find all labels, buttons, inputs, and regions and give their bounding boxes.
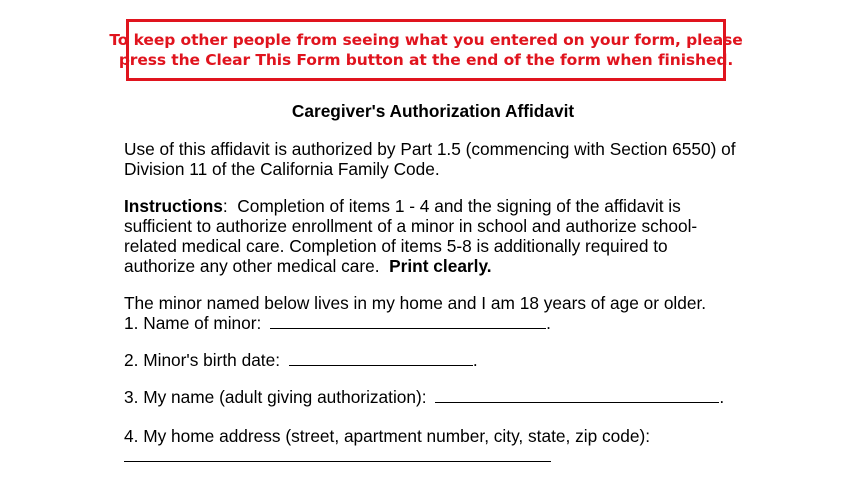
item-1-label: 1. Name of minor: [124, 313, 262, 333]
notice-line-1: To keep other people from seeing what you entered on your form, please [109, 31, 743, 49]
instructions-line-3: related medical care. Completion of items 5-8 is additionally required to [124, 236, 668, 256]
instructions-line-4 [124, 256, 492, 276]
instructions-line-1 [124, 196, 681, 216]
minor-birth-date-field[interactable] [289, 350, 473, 366]
intro-line-1: Use of this affidavit is authorized by Part 1.5 (commencing with Section 6550) of [124, 139, 736, 159]
item-2-row [124, 350, 478, 370]
item-2-period: . [472, 350, 478, 370]
item-3-row [124, 387, 724, 407]
notice-line-2: press the Clear This Form button at the end of the form when finished. [118, 51, 734, 69]
instructions-text-1: : Completion of items 1 - 4 and the signing of the affidavit is [222, 196, 681, 216]
caregiver-name-field[interactable] [435, 387, 719, 403]
item-4-field-row [124, 446, 551, 466]
item-1-row [124, 313, 551, 333]
instructions-text-4: authorize any other medical care. [124, 256, 390, 276]
item-1-period: . [546, 313, 551, 333]
notice-text [109, 30, 742, 70]
clear-form-notice [109, 19, 743, 81]
item-4-row: 4. My home address (street, apartment number, city, state, zip code): [124, 426, 651, 446]
instructions-line-2: sufficient to authorize enrollment of a minor in school and authorize school- [124, 216, 698, 236]
item-3-label: 3. My name (adult giving authorization): [124, 387, 427, 407]
document-title: Caregiver's Authorization Affidavit [291, 101, 575, 121]
item-2-label: 2. Minor's birth date: [124, 350, 281, 370]
intro-line-2: Division 11 of the California Family Code. [124, 159, 440, 179]
home-address-field[interactable] [124, 446, 551, 462]
instructions-label: Instructions [124, 196, 223, 216]
item-3-period: . [719, 387, 725, 407]
minor-name-field[interactable] [270, 313, 546, 329]
residence-statement: The minor named below lives in my home and I am 18 years of age or older. [124, 293, 707, 313]
print-clearly-text: Print clearly. [389, 256, 492, 276]
